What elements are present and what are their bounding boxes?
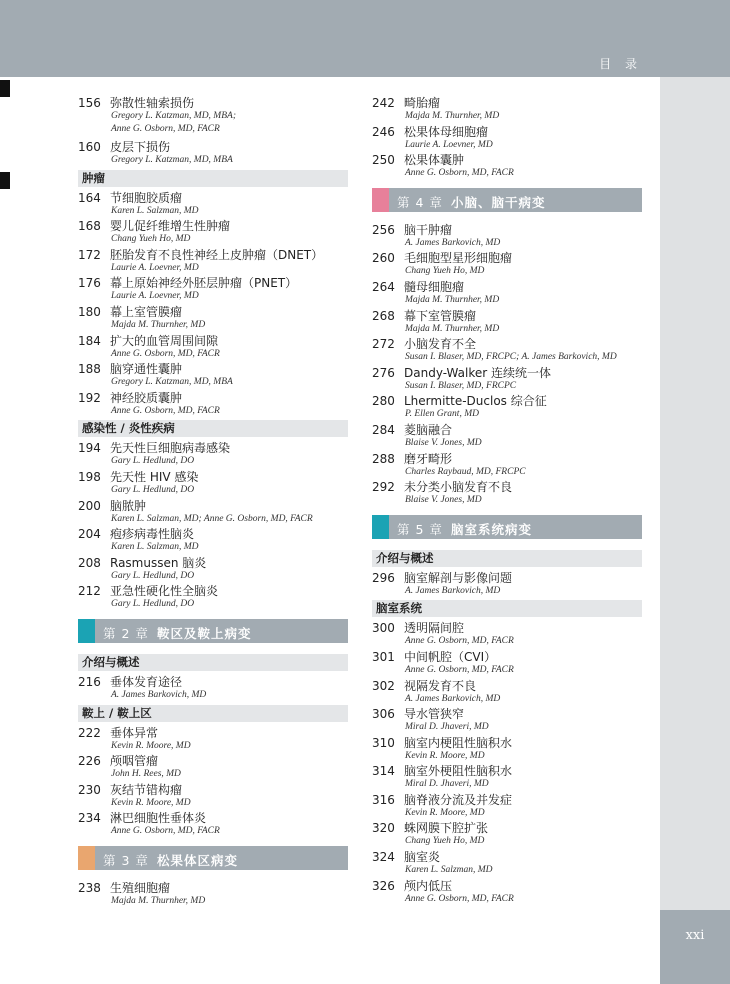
page-number-label: 198: [78, 469, 101, 484]
entry-author: Susan I. Blaser, MD, FRCPC; A. James Barkovich, MD: [405, 352, 617, 363]
entry-author: Laurie A. Loevner, MD: [405, 139, 493, 150]
entry-author: Anne G. Osborn, MD, FACR: [405, 636, 514, 647]
entry-title: 垂体异常: [110, 725, 159, 740]
page-number-label: 234: [78, 811, 101, 826]
section-heading: 鞍上 / 鞍上区: [78, 705, 348, 722]
chapter-color-mark: [372, 188, 389, 212]
entry-title: 婴儿促纤维增生性肿瘤: [110, 219, 231, 234]
chapter-number: 第 3 章: [103, 852, 149, 868]
entry-title: Rasmussen 脑炎: [110, 555, 207, 570]
entry-author: Anne G. Osborn, MD, FACR: [405, 168, 514, 179]
entry-group: [78, 96, 348, 169]
entry-author: Majda M. Thurnher, MD: [405, 294, 500, 305]
toc-entry[interactable]: [372, 309, 642, 338]
toc-entry[interactable]: [78, 191, 348, 220]
entry-author: Laurie A. Loevner, MD: [111, 291, 199, 302]
entry-author: Chang Yueh Ho, MD: [405, 266, 485, 277]
page-number-label: 276: [372, 365, 395, 380]
entry-group: [372, 621, 642, 907]
entry-title: 畸胎瘤: [404, 96, 441, 110]
page-number-label: 246: [372, 124, 395, 139]
chapter-color-mark: [78, 846, 95, 870]
footer-bar: [660, 910, 730, 984]
entry-author: Gregory L. Katzman, MD, MBA: [111, 377, 233, 388]
toc-entry[interactable]: [372, 850, 642, 879]
toc-entry[interactable]: [78, 527, 348, 556]
page-number-label: 192: [78, 390, 101, 405]
chapter-title: 鞍区及鞍上病变: [157, 625, 252, 641]
page-number-label: 316: [372, 792, 395, 807]
entry-author: Anne G. Osborn, MD, FACR: [111, 826, 220, 837]
toc-entry[interactable]: [78, 881, 348, 910]
page-number-label: 264: [372, 279, 395, 294]
toc-entry[interactable]: [372, 621, 642, 650]
toc-entry[interactable]: [78, 276, 348, 305]
entry-group: [78, 675, 348, 704]
entry-title: 幕上原始神经外胚层肿瘤（PNET）: [110, 276, 298, 291]
chapter-number: 第 2 章: [103, 625, 149, 641]
entry-title: 灰结节错构瘤: [110, 782, 183, 797]
page-number-label: 301: [372, 649, 395, 664]
entry-group: [78, 881, 348, 910]
page-number-label: 314: [372, 764, 395, 779]
toc-entry[interactable]: [372, 571, 642, 600]
entry-author: Anne G. Osborn, MD, FACR: [111, 124, 220, 134]
entry-author: Gregory L. Katzman, MD, MBA: [111, 155, 233, 165]
entry-author: Gary L. Hedlund, DO: [111, 456, 195, 467]
entry-title: 磨牙畸形: [404, 451, 453, 466]
entry-author: Anne G. Osborn, MD, FACR: [405, 664, 514, 675]
toc-entry[interactable]: [78, 362, 348, 391]
entry-title: 小脑发育不全: [404, 337, 477, 352]
page-number-label: 296: [372, 570, 395, 585]
toc-entry[interactable]: [78, 584, 348, 613]
page-number-label: 256: [372, 222, 395, 237]
entry-author: Blaise V. Jones, MD: [405, 437, 482, 448]
toc-entry[interactable]: [372, 280, 642, 309]
toc-column-right: [372, 96, 642, 907]
entry-author: Laurie A. Loevner, MD: [111, 262, 199, 273]
entry-title: 脑室外梗阻性脑积水: [404, 764, 513, 779]
entry-author: Miral D. Jhaveri, MD: [405, 779, 489, 790]
page-number-label: 184: [78, 333, 101, 348]
entry-author: Charles Raybaud, MD, FRCPC: [405, 466, 526, 477]
entry-group: [372, 96, 642, 182]
page-number-label: 288: [372, 451, 395, 466]
toc-entry[interactable]: [78, 675, 348, 704]
entry-title: 未分类小脑发育不良: [404, 480, 513, 495]
entry-author: Kevin R. Moore, MD: [405, 750, 485, 761]
page-number-label: 180: [78, 304, 101, 319]
toc-entry[interactable]: [372, 793, 642, 822]
entry-title: 幕下室管膜瘤: [404, 308, 477, 323]
page-number-label: 272: [372, 337, 395, 352]
page-number-label: 284: [372, 422, 395, 437]
page-number-label: 310: [372, 735, 395, 750]
entry-author: A. James Barkovich, MD: [405, 237, 501, 248]
section-heading: 肿瘤: [78, 170, 348, 187]
entry-author: Majda M. Thurnher, MD: [111, 319, 206, 330]
chapter-number: 第 4 章: [397, 194, 443, 210]
page-number: xxi: [685, 928, 705, 943]
entry-title: 导水管狭窄: [404, 707, 465, 722]
toc-entry[interactable]: [78, 391, 348, 420]
entry-author: Kevin R. Moore, MD: [111, 797, 191, 808]
chapter-color-mark: [78, 619, 95, 643]
entry-title: 松果体母细胞瘤: [404, 124, 489, 139]
entry-title: 先天性 HIV 感染: [110, 469, 199, 484]
toc-entry[interactable]: [372, 394, 642, 423]
entry-author: A. James Barkovich, MD: [405, 585, 501, 596]
entry-title: 弥散性轴索损伤: [110, 96, 195, 110]
page-number-label: 164: [78, 190, 101, 205]
toc-entry[interactable]: [372, 650, 642, 679]
toc-entry[interactable]: [372, 879, 642, 908]
section-heading: 介绍与概述: [78, 654, 348, 671]
toc-entry[interactable]: [78, 96, 348, 140]
right-margin-band: [660, 77, 730, 984]
chapter-number: 第 5 章: [397, 521, 443, 537]
page-number-label: 242: [372, 96, 395, 110]
page-number-label: 260: [372, 251, 395, 266]
entry-author: Karen L. Salzman, MD: [111, 542, 199, 553]
entry-title: 神经胶质囊肿: [110, 390, 183, 405]
toc-entry[interactable]: [78, 726, 348, 755]
entry-title: 毛细胞型星形细胞瘤: [404, 251, 513, 266]
entry-title: 中间帆腔（CVI）: [404, 649, 497, 664]
entry-title: 髓母细胞瘤: [404, 279, 465, 294]
section-heading: 脑室系统: [372, 600, 642, 617]
entry-title: 淋巴细胞性垂体炎: [110, 811, 207, 826]
page-number-label: 292: [372, 480, 395, 495]
page-number-label: 160: [78, 140, 101, 154]
entry-title: 视隔发育不良: [404, 678, 477, 693]
entry-author: Karen L. Salzman, MD: [111, 205, 199, 216]
toc-entry[interactable]: [78, 140, 348, 169]
entry-title: Dandy-Walker 连续统一体: [404, 365, 551, 380]
page-number-label: 168: [78, 219, 101, 234]
entry-author: A. James Barkovich, MD: [405, 693, 501, 704]
toc-entry[interactable]: [78, 219, 348, 248]
page-number-label: 212: [78, 584, 101, 599]
page-number-label: 222: [78, 725, 101, 740]
entry-author: P. Ellen Grant, MD: [405, 409, 479, 420]
entry-author: Gary L. Hedlund, DO: [111, 599, 195, 610]
toc-entry[interactable]: [372, 337, 642, 366]
entry-title: 菱脑融合: [404, 422, 453, 437]
entry-group: [372, 223, 642, 509]
toc-entry[interactable]: [78, 305, 348, 334]
entry-title: 皮层下损伤: [110, 140, 171, 154]
page-number-label: 324: [372, 850, 395, 865]
entry-title: 脑室炎: [404, 850, 441, 865]
toc-entry[interactable]: [78, 754, 348, 783]
page-number-label: 204: [78, 527, 101, 542]
entry-title: 脑脓肿: [110, 498, 147, 513]
entry-group: [78, 726, 348, 840]
entry-group: [372, 571, 642, 600]
entry-title: 蛛网膜下腔扩张: [404, 821, 489, 836]
toc-entry[interactable]: [78, 556, 348, 585]
entry-title: 颅内低压: [404, 878, 453, 893]
chapter-banner: [372, 515, 642, 539]
entry-title: 脑脊液分流及并发症: [404, 792, 513, 807]
entry-title: 胚胎发育不良性神经上皮肿瘤（DNET）: [110, 247, 324, 262]
chapter-banner: [372, 188, 642, 212]
toc-column-left: [78, 96, 348, 909]
entry-title: 脑室内梗阻性脑积水: [404, 735, 513, 750]
page-number-label: 326: [372, 878, 395, 893]
entry-title: 透明隔间腔: [404, 621, 465, 636]
entry-author: Chang Yueh Ho, MD: [111, 234, 191, 245]
page-number-label: 238: [78, 880, 101, 895]
toc-entry[interactable]: [78, 811, 348, 840]
toc-entry[interactable]: [78, 470, 348, 499]
page-number-label: 216: [78, 674, 101, 689]
toc-entry[interactable]: [372, 251, 642, 280]
page-title: 目 录: [599, 57, 642, 71]
entry-author: Chang Yueh Ho, MD: [405, 836, 485, 847]
page-number-label: 194: [78, 441, 101, 456]
page-number-label: 306: [372, 707, 395, 722]
entry-author: Majda M. Thurnher, MD: [405, 323, 500, 334]
toc-entry[interactable]: [372, 423, 642, 452]
toc-entry[interactable]: [372, 366, 642, 395]
toc-entry[interactable]: [372, 223, 642, 252]
toc-entry[interactable]: [78, 441, 348, 470]
toc-entry[interactable]: [372, 96, 642, 125]
entry-author: Majda M. Thurnher, MD: [405, 111, 500, 121]
chapter-banner: [78, 846, 348, 870]
entry-author: Blaise V. Jones, MD: [405, 495, 482, 506]
chapter-title: 脑室系统病变: [451, 521, 533, 537]
toc-entry[interactable]: [372, 452, 642, 481]
entry-author: Gary L. Hedlund, DO: [111, 570, 195, 581]
entry-group: [78, 441, 348, 613]
page-number-label: 200: [78, 498, 101, 513]
entry-title: 幕上室管膜瘤: [110, 304, 183, 319]
section-heading: 感染性 / 炎性疾病: [78, 420, 348, 437]
page-number-label: 172: [78, 247, 101, 262]
toc-entry[interactable]: [372, 707, 642, 736]
entry-author: Gregory L. Katzman, MD, MBA;: [111, 111, 236, 121]
entry-group: [78, 191, 348, 420]
page-number-label: 156: [78, 96, 101, 110]
entry-author: Miral D. Jhaveri, MD: [405, 722, 489, 733]
entry-author: Karen L. Salzman, MD; Anne G. Osborn, MD, FACR: [111, 513, 313, 524]
section-heading: 介绍与概述: [372, 550, 642, 567]
entry-author: Majda M. Thurnher, MD: [111, 895, 206, 906]
page-number-label: 226: [78, 754, 101, 769]
toc-entry[interactable]: [372, 153, 642, 182]
entry-author: Gary L. Hedlund, DO: [111, 484, 195, 495]
page-number-label: 250: [372, 153, 395, 168]
entry-author: Kevin R. Moore, MD: [405, 807, 485, 818]
page-number-label: 300: [372, 621, 395, 636]
chapter-title: 小脑、脑干病变: [451, 194, 546, 210]
page-number-label: 208: [78, 555, 101, 570]
edge-tab-mark: [0, 172, 10, 189]
page-number-label: 176: [78, 276, 101, 291]
entry-title: 颅咽管瘤: [110, 754, 159, 769]
entry-title: 垂体发育途径: [110, 674, 183, 689]
entry-title: 生殖细胞瘤: [110, 880, 171, 895]
entry-author: Anne G. Osborn, MD, FACR: [405, 893, 514, 904]
page-number-label: 280: [372, 394, 395, 409]
edge-tab-mark: [0, 80, 10, 97]
toc-entry[interactable]: [78, 499, 348, 528]
toc-entry[interactable]: [372, 679, 642, 708]
entry-title: 先天性巨细胞病毒感染: [110, 441, 231, 456]
page-number-label: 268: [372, 308, 395, 323]
toc-entry[interactable]: [372, 764, 642, 793]
toc-entry[interactable]: [372, 821, 642, 850]
entry-author: A. James Barkovich, MD: [111, 689, 207, 700]
entry-title: 松果体囊肿: [404, 153, 465, 168]
toc-entry[interactable]: [372, 480, 642, 509]
chapter-banner: [78, 619, 348, 643]
toc-entry[interactable]: [78, 334, 348, 363]
entry-title: 亚急性硬化性全脑炎: [110, 584, 219, 599]
entry-title: Lhermitte-Duclos 综合征: [404, 394, 547, 409]
entry-author: John H. Rees, MD: [111, 769, 181, 780]
entry-author: Karen L. Salzman, MD: [405, 865, 493, 876]
entry-title: 扩大的血管周围间隙: [110, 333, 219, 348]
page-number-label: 230: [78, 782, 101, 797]
chapter-title: 松果体区病变: [157, 852, 239, 868]
toc-entry[interactable]: [372, 125, 642, 154]
entry-title: 脑干肿瘤: [404, 222, 453, 237]
entry-title: 脑穿通性囊肿: [110, 362, 183, 377]
entry-author: Anne G. Osborn, MD, FACR: [111, 405, 220, 416]
entry-author: Susan I. Blaser, MD, FRCPC: [405, 380, 517, 391]
entry-title: 节细胞胶质瘤: [110, 190, 183, 205]
toc-entry[interactable]: [78, 783, 348, 812]
entry-author: Kevin R. Moore, MD: [111, 740, 191, 751]
toc-entry[interactable]: [78, 248, 348, 277]
chapter-color-mark: [372, 515, 389, 539]
page-number-label: 188: [78, 362, 101, 377]
entry-title: 疱疹病毒性脑炎: [110, 527, 195, 542]
page-number-label: 320: [372, 821, 395, 836]
entry-author: Anne G. Osborn, MD, FACR: [111, 348, 220, 359]
toc-entry[interactable]: [372, 736, 642, 765]
entry-title: 脑室解剖与影像问题: [404, 570, 513, 585]
page-number-label: 302: [372, 678, 395, 693]
